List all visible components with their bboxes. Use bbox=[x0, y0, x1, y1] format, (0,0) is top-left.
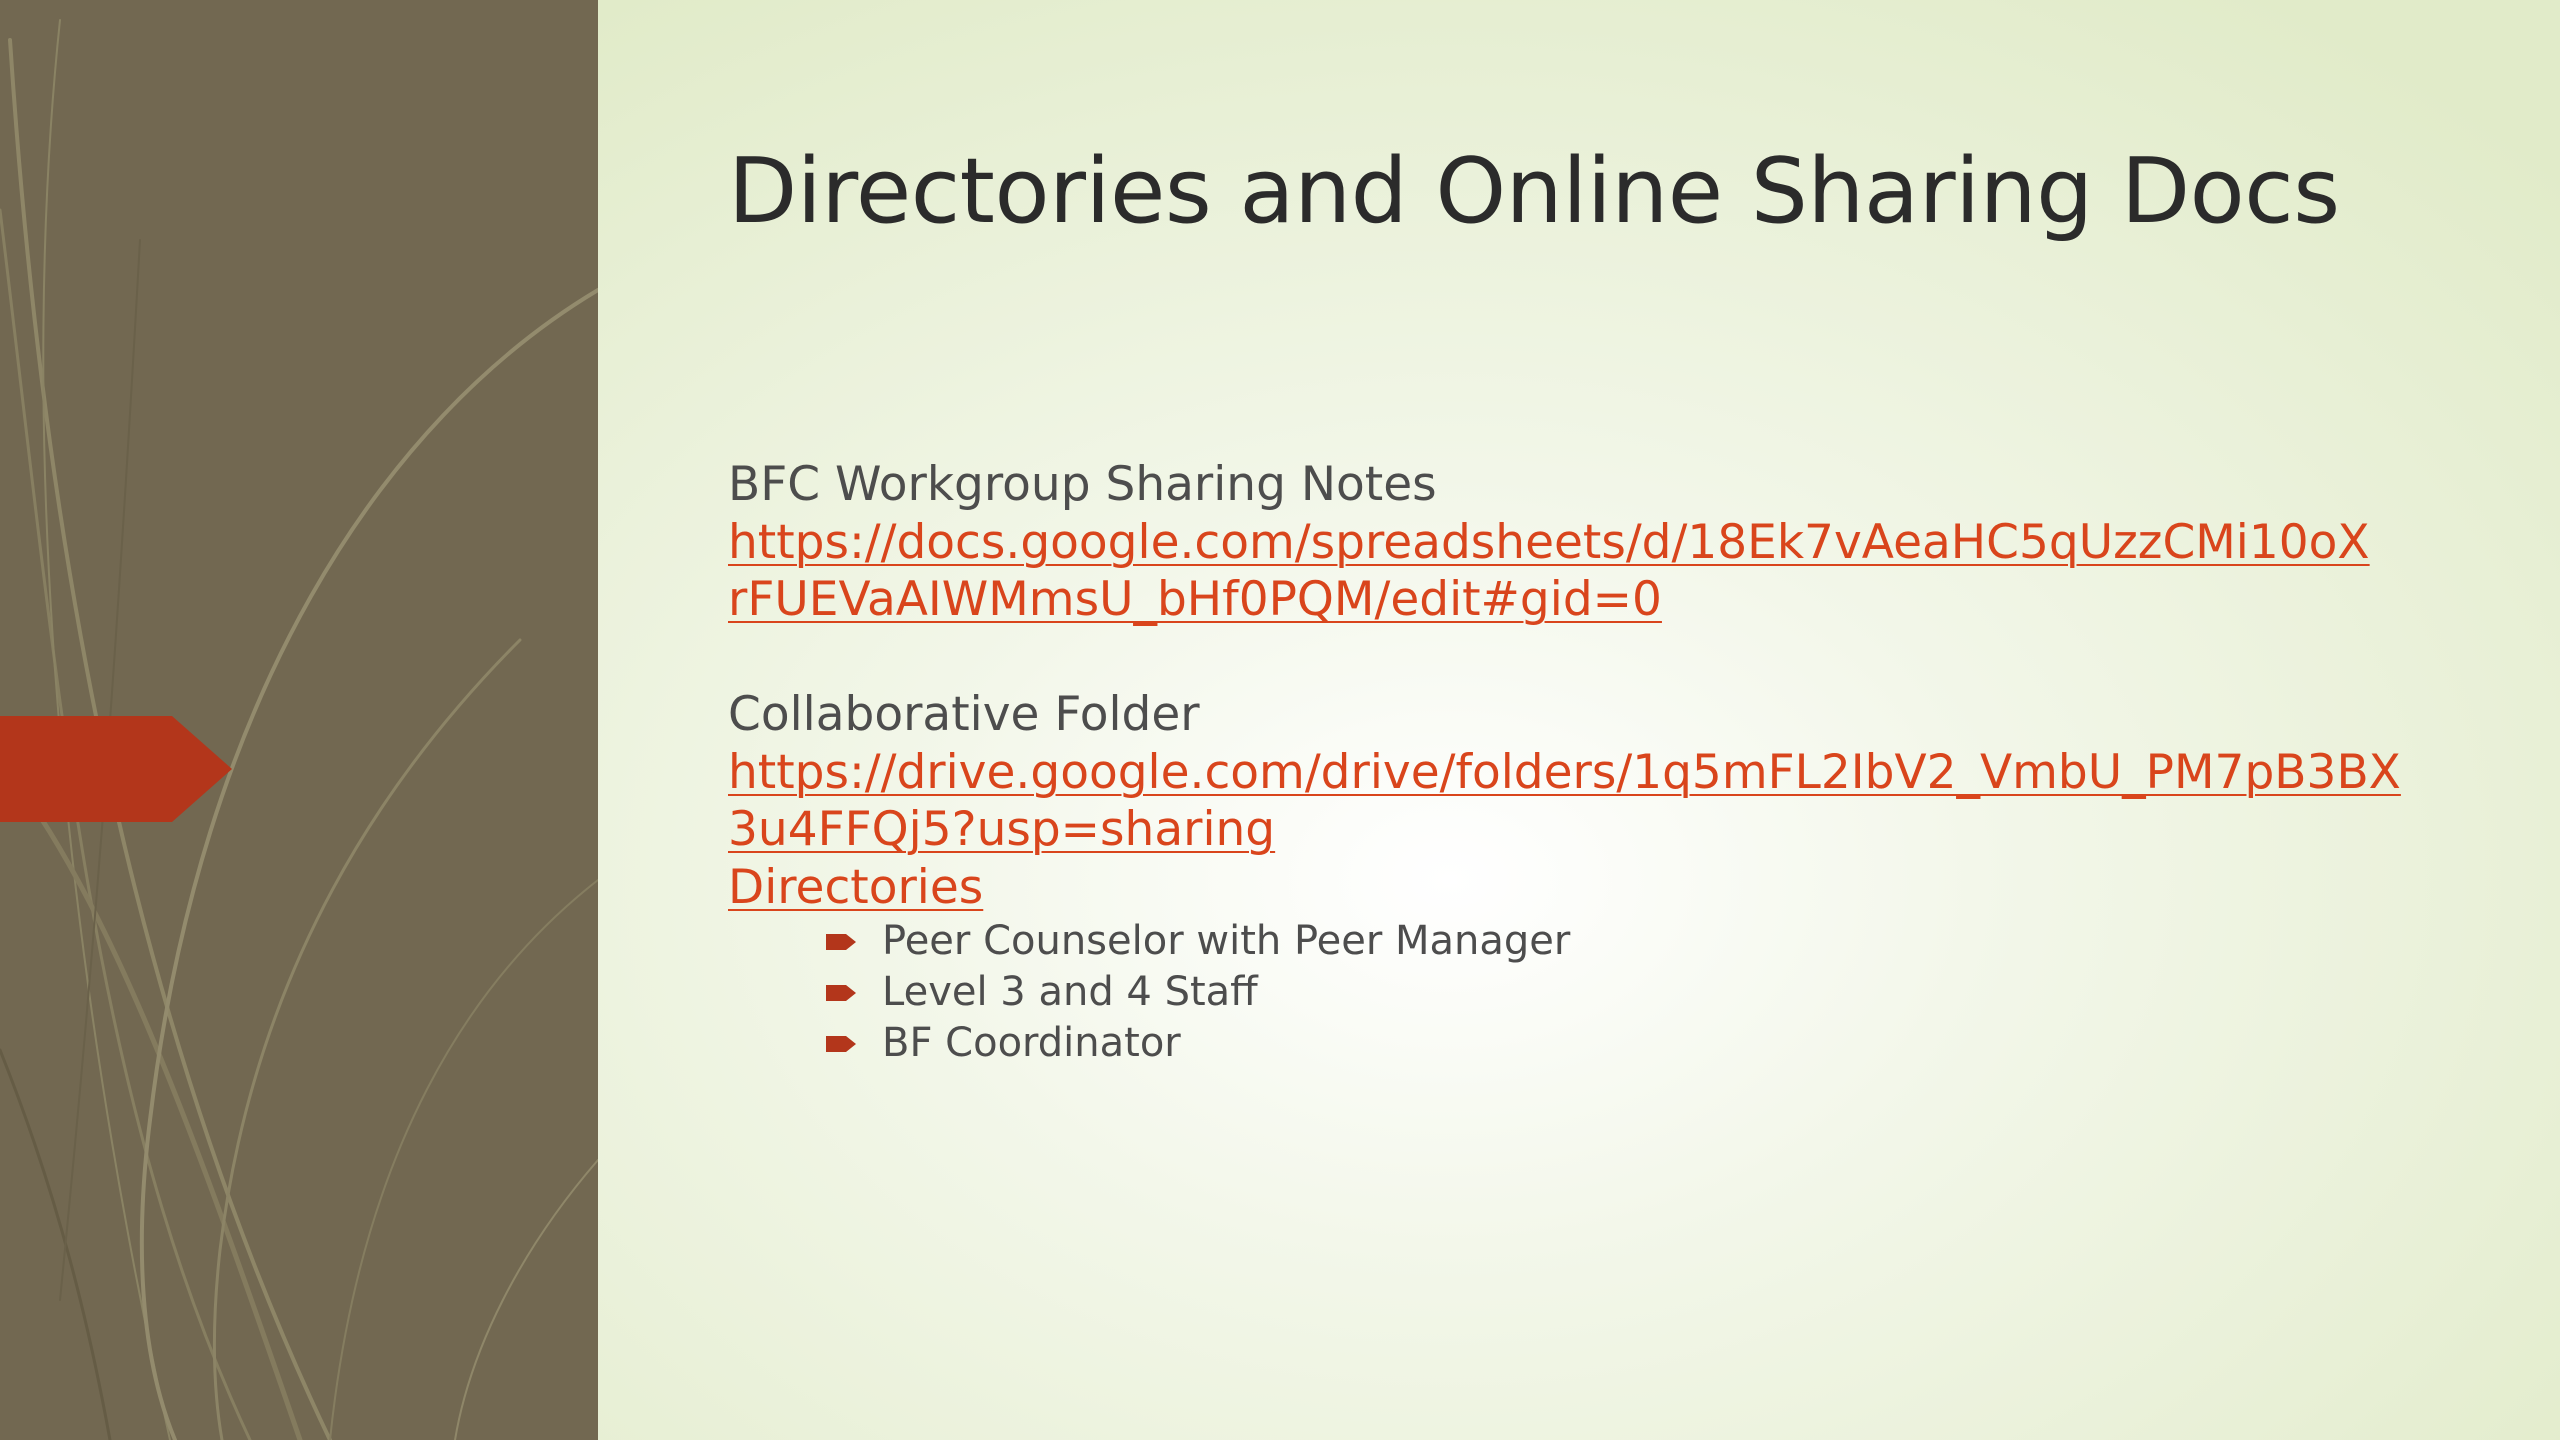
list-item-label: Level 3 and 4 Staff bbox=[882, 969, 1258, 1015]
slide-title: Directories and Online Sharing Docs bbox=[728, 139, 2340, 244]
arrow-bullet-icon bbox=[826, 983, 858, 1003]
list-item bbox=[826, 916, 2388, 967]
collaborative-folder-link[interactable] bbox=[728, 744, 2401, 859]
sharing-notes-link-line1: https://docs.google.com/spreadsheets/d/18Ek7vAeaHC5qUzzCMi10oX bbox=[728, 514, 2370, 570]
arrow-bullet-icon bbox=[826, 932, 858, 952]
list-item bbox=[826, 1018, 2388, 1069]
directories-link[interactable]: Directories bbox=[728, 859, 984, 915]
list-item-label: BF Coordinator bbox=[882, 1020, 1181, 1066]
collaborative-folder-link-line2: 3u4FFQj5?usp=sharing bbox=[728, 802, 1276, 857]
sharing-notes-heading: BFC Workgroup Sharing Notes bbox=[728, 457, 1437, 512]
collaborative-folder-heading: Collaborative Folder bbox=[728, 687, 1200, 742]
list-item-label: Peer Counselor with Peer Manager bbox=[882, 918, 1571, 964]
slide-body bbox=[728, 456, 2401, 1069]
arrow-bullet-icon bbox=[826, 1034, 858, 1054]
directories-list bbox=[728, 916, 2388, 1069]
sharing-notes-link-line2: rFUEVaAIWMmsU_bHf0PQM/edit#gid=0 bbox=[728, 572, 1662, 627]
sharing-notes-link[interactable] bbox=[728, 514, 2388, 629]
list-item bbox=[826, 967, 2388, 1018]
collaborative-folder-link-line1: https://drive.google.com/drive/folders/1q5mFL2IbV2_VmbU_PM7pB3BX bbox=[728, 744, 2401, 800]
paragraph-spacer bbox=[728, 629, 2388, 687]
